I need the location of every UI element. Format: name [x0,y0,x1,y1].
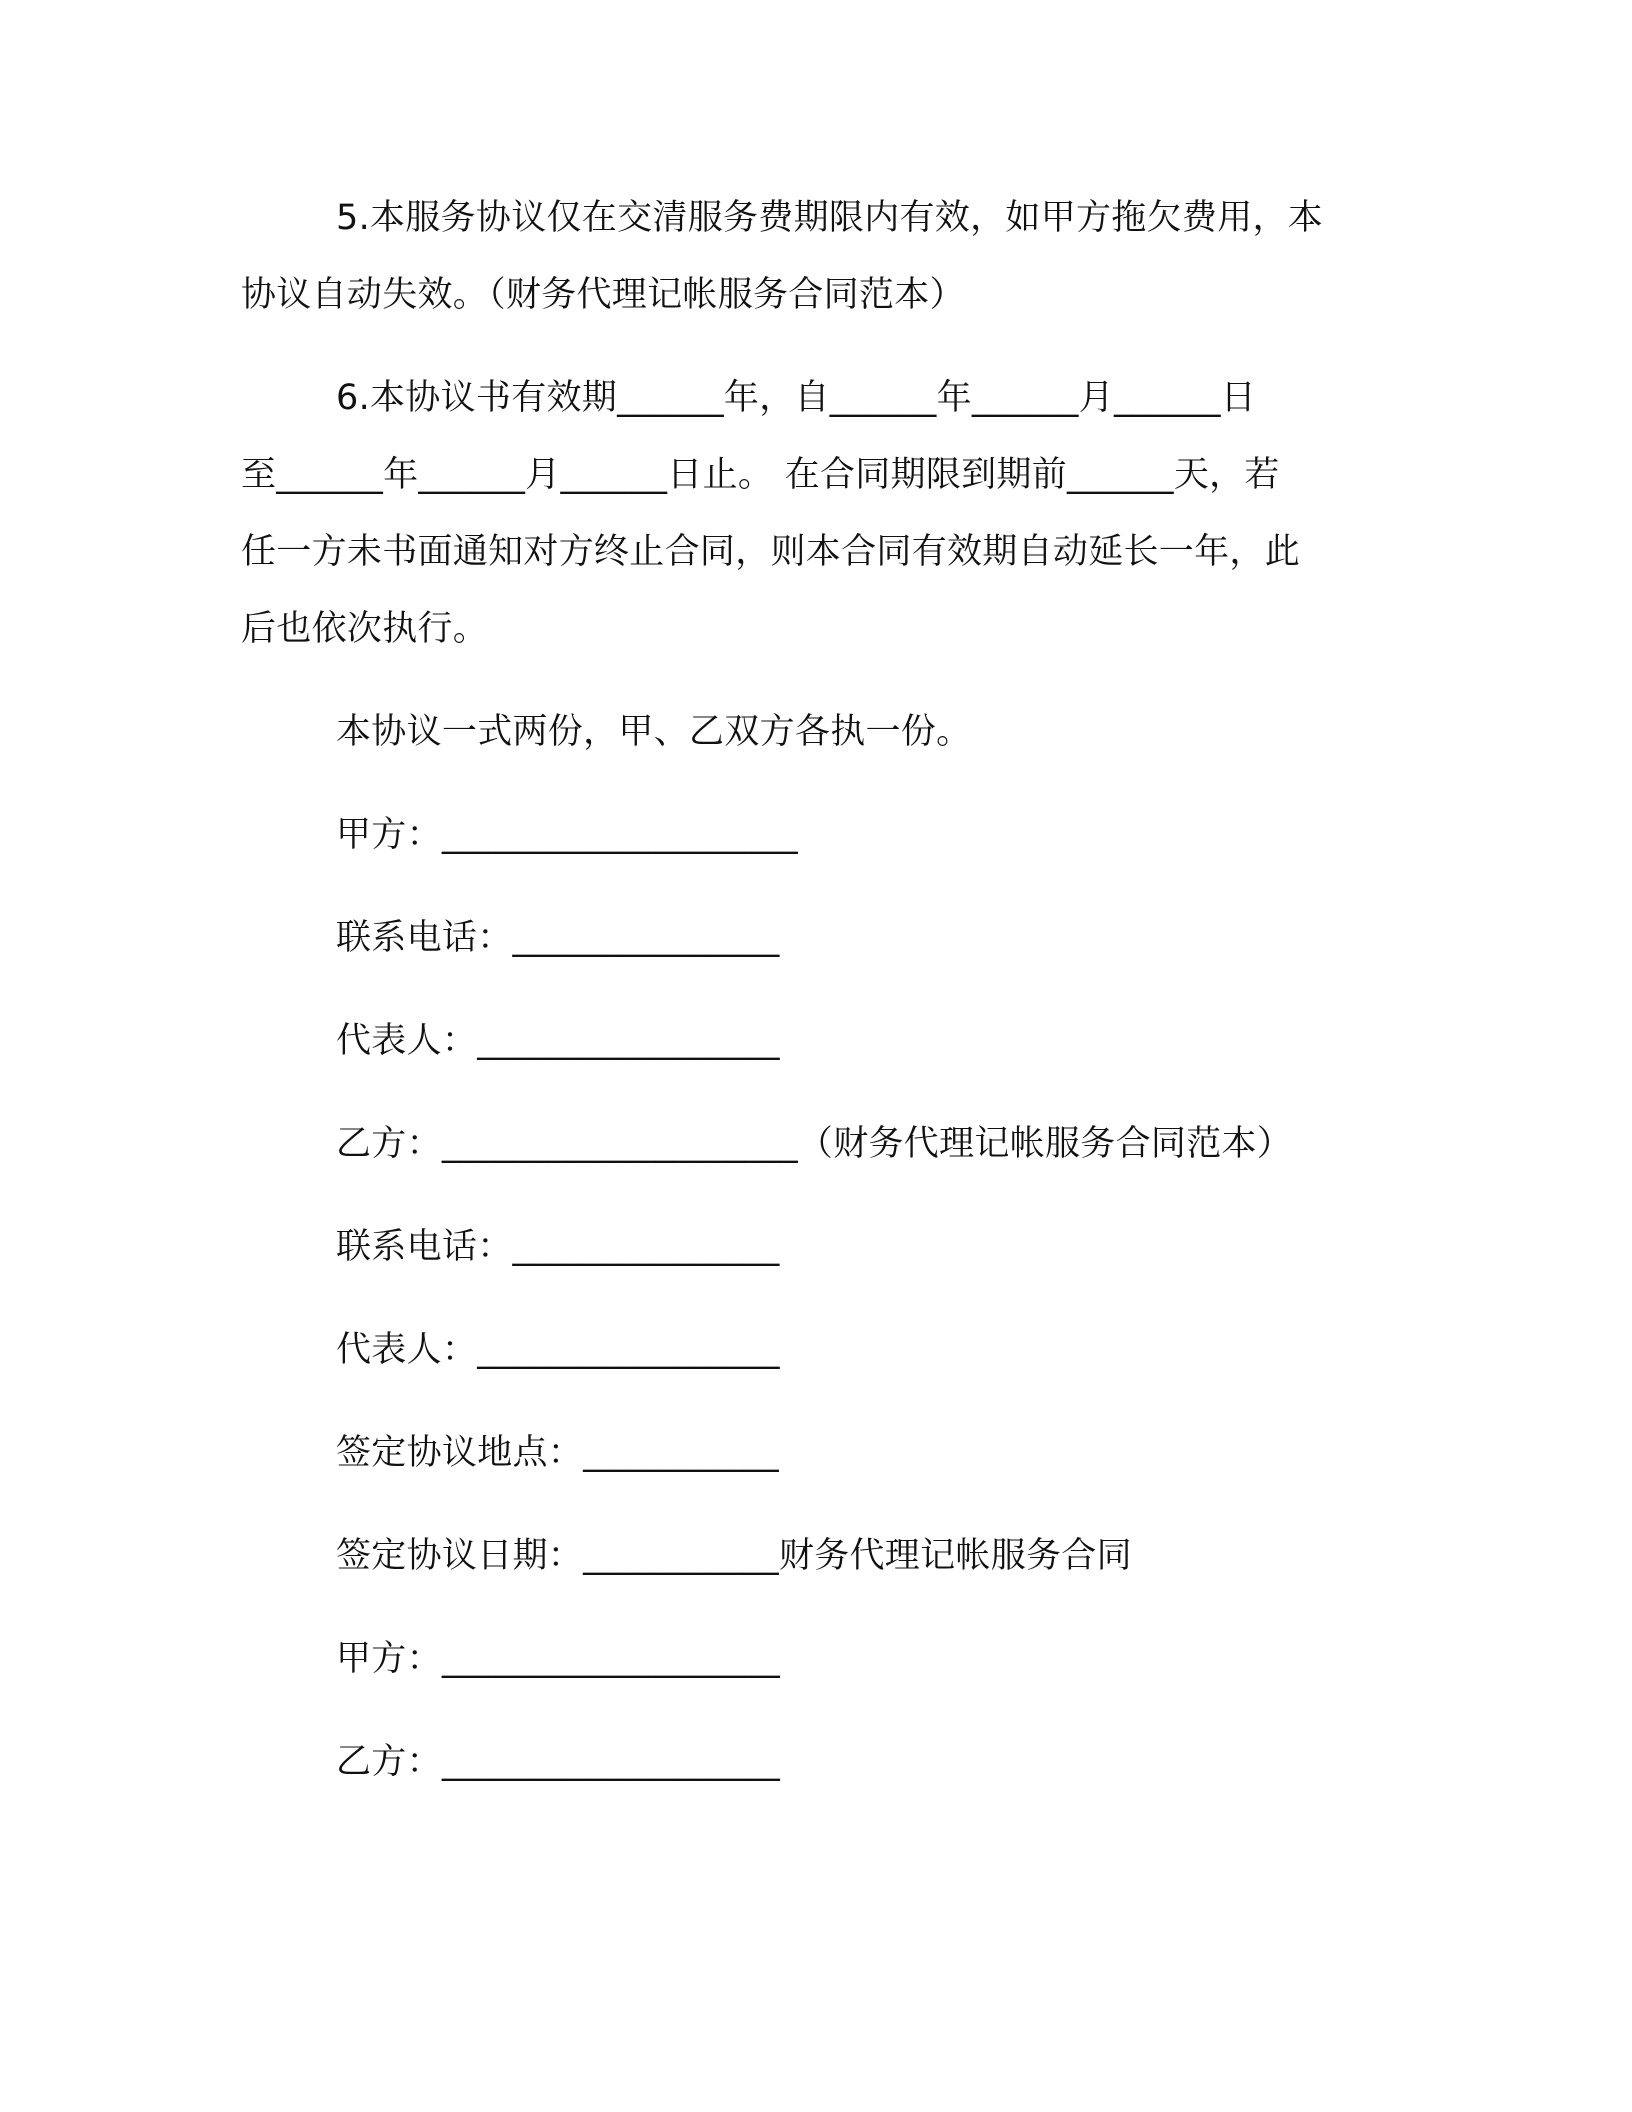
signing-place-field: 签定协议地点：___________ [336,1433,779,1473]
party-b-representative-field: 代表人：_________________ [336,1330,780,1370]
clause-6-line-4: 后也依次执行。 [241,609,489,649]
party-a-representative-field: 代表人：_________________ [336,1021,780,1061]
party-a-phone-field: 联系电话：_______________ [336,918,780,958]
party-b-phone-field: 联系电话：_______________ [336,1227,780,1267]
clause-6-line-1: 6.本协议书有效期______年，自______年______月______日 [336,378,1257,418]
clause-6-line-2: 至______年______月______日止。 在合同期限到期前______天，若 [241,455,1280,495]
clause-5-line-2: 协议自动失效。（财务代理记帐服务合同范本） [241,275,965,315]
signing-date-field: 签定协议日期：___________财务代理记帐服务合同 [336,1536,1132,1576]
party-b-signature-field: 乙方：___________________ [336,1742,781,1782]
clause-5-line-1: 5.本服务协议仅在交清服务费期限内有效，如甲方拖欠费用，本 [336,198,1324,238]
party-b-field: 乙方：____________________（财务代理记帐服务合同范本） [336,1124,1293,1164]
copies-paragraph: 本协议一式两份，甲、乙双方各执一份。 [336,712,972,752]
party-a-field: 甲方：____________________ [336,815,798,855]
party-a-signature-field: 甲方：___________________ [336,1639,781,1679]
clause-6-line-3: 任一方未书面通知对方终止合同，则本合同有效期自动延长一年，此 [241,532,1301,572]
